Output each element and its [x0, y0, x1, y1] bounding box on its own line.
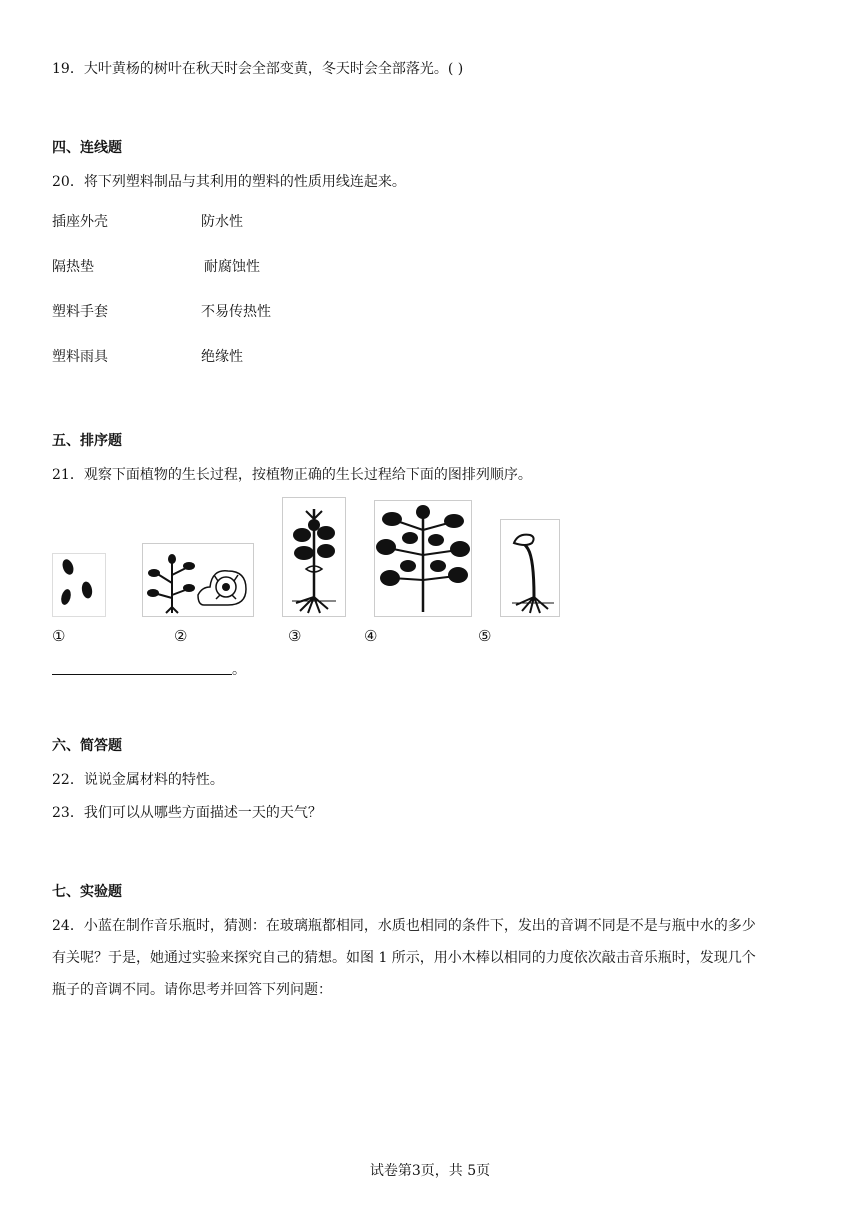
question-24-line-2: 有关呢？于是，她通过实验来探究自己的猜想。如图 1 所示，用小木棒以相同的力度依次敲击音乐瓶时，发现几个 — [52, 950, 756, 966]
figure-label-2: ② — [174, 627, 188, 645]
match-left-item: 塑料雨具 — [52, 349, 108, 365]
figure-label-1: ① — [52, 627, 66, 645]
question-24-line-1: 24．小蓝在制作音乐瓶时，猜测：在玻璃瓶都相同，水质也相同的条件下，发出的音调不同是不是与瓶中水的多少 — [52, 918, 756, 934]
figure-label-3: ③ — [288, 627, 302, 645]
page-footer: 试卷第3页，共 5页 — [369, 1163, 491, 1179]
question-19: 19．大叶黄杨的树叶在秋天时会全部变黄，冬天时会全部落光。( ) — [52, 61, 464, 77]
question-21: 21．观察下面植物的生长过程，按植物正确的生长过程给下面的图排列顺序。 — [52, 467, 532, 483]
match-right-item: 绝缘性 — [201, 349, 243, 365]
flowering-plant-image — [142, 543, 254, 617]
section-4-title: 四、连线题 — [52, 140, 122, 156]
young-plant-image — [282, 497, 346, 617]
question-24-line-3: 瓶子的音调不同。请你思考并回答下列问题： — [52, 982, 332, 998]
match-left-item: 插座外壳 — [52, 214, 108, 230]
mature-plant-image — [374, 500, 472, 617]
section-6-title: 六、简答题 — [52, 738, 122, 754]
figure-label-5: ⑤ — [478, 627, 492, 645]
answer-suffix: 。 — [232, 662, 246, 678]
match-right-item: 防水性 — [201, 214, 243, 230]
match-left-item: 塑料手套 — [52, 304, 108, 320]
question-20: 20．将下列塑料制品与其利用的塑料的性质用线连起来。 — [52, 174, 406, 190]
section-5-title: 五、排序题 — [52, 433, 122, 449]
figure-label-4: ④ — [364, 627, 378, 645]
question-23: 23．我们可以从哪些方面描述一天的天气？ — [52, 805, 322, 821]
answer-blank[interactable] — [52, 674, 232, 675]
match-right-item: 耐腐蚀性 — [204, 259, 260, 275]
match-left-item: 隔热垫 — [52, 259, 94, 275]
seedling-image — [500, 519, 560, 617]
seeds-image — [52, 553, 106, 617]
section-7-title: 七、实验题 — [52, 884, 122, 900]
question-22: 22．说说金属材料的特性。 — [52, 772, 224, 788]
match-right-item: 不易传热性 — [201, 304, 271, 320]
